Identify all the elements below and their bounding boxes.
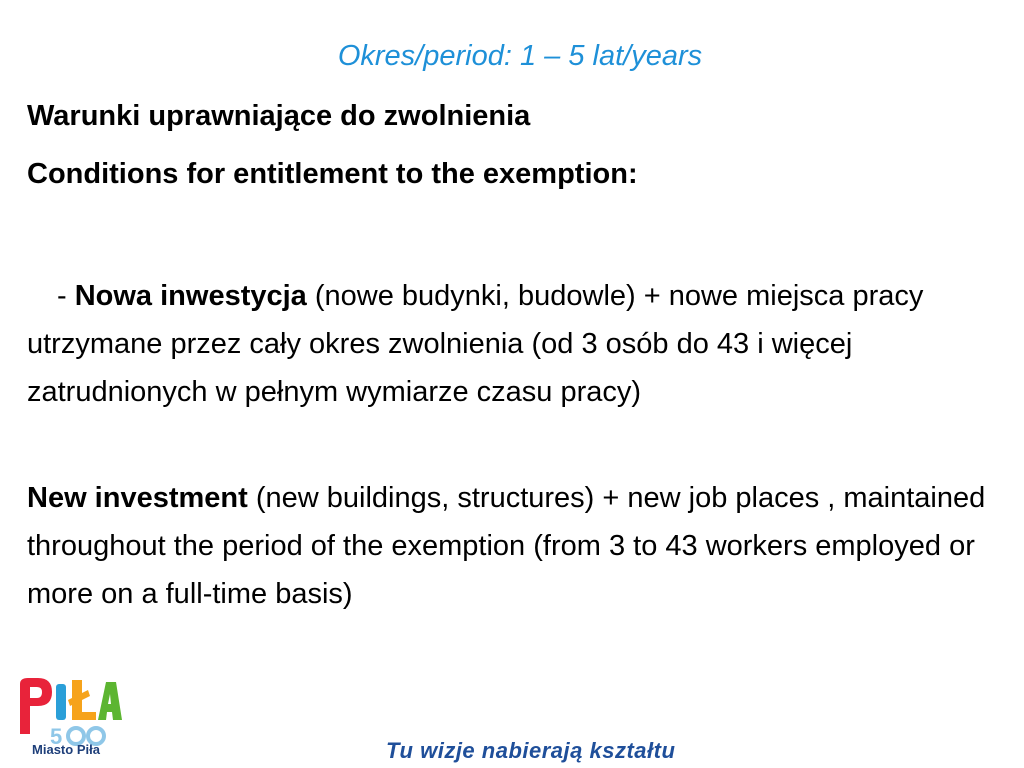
term-polish: Nowa inwestycja bbox=[74, 280, 307, 312]
slide-title: Okres/period: 1 – 5 lat/years bbox=[337, 40, 703, 72]
paragraph-polish bbox=[27, 272, 1017, 416]
paragraph-english-text: (new buildings, structures) + new job places , maintained throughout the period of the exemption (from 3 to 43 workers employed or more on a full-time basis) bbox=[27, 482, 986, 610]
term-english: New investment bbox=[27, 482, 248, 514]
heading-polish: Warunki uprawniające do zwolnienia bbox=[27, 100, 531, 132]
footer-tagline: Tu wizje nabierają kształtu bbox=[386, 738, 676, 763]
paragraph-english bbox=[27, 474, 1017, 618]
svg-text:5: 5 bbox=[50, 724, 63, 749]
heading-english: Conditions for entitlement to the exemption: bbox=[27, 158, 638, 190]
paragraph-polish-text: (nowe budynki, budowle) + nowe miejsca pracy utrzymane przez cały okres zwolnienia (od 3 osób do 43 i więcej zatrudnionych w pełnym wymiarze czasu pracy) bbox=[27, 280, 924, 408]
bullet-dash: - bbox=[57, 280, 75, 312]
logo-caption: Miasto Piła bbox=[32, 742, 100, 757]
